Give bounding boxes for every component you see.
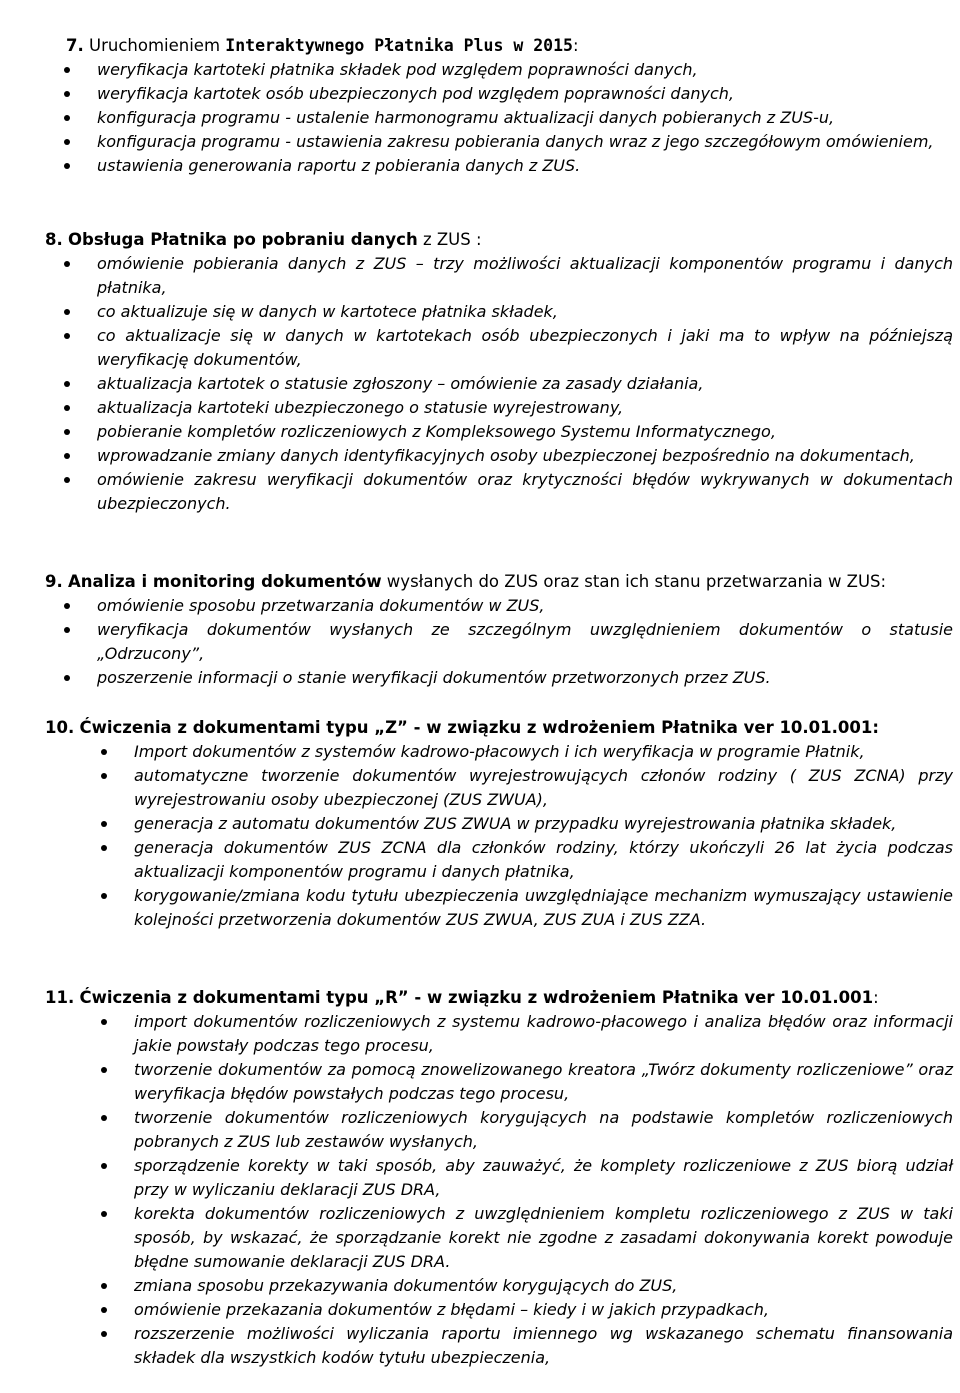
bullet-icon bbox=[64, 381, 70, 387]
bullet-icon bbox=[101, 749, 107, 755]
list-item: weryfikacja kartoteki płatnika składek pod względem poprawności danych, bbox=[97, 58, 953, 82]
bullet-icon bbox=[101, 1019, 107, 1025]
section-number: 7. bbox=[66, 36, 84, 55]
bullet-icon bbox=[101, 1283, 107, 1289]
list-item: Import dokumentów z systemów kadrowo-płacowych i ich weryfikacja w programie Płatnik, bbox=[134, 740, 953, 764]
bullet-icon bbox=[64, 627, 70, 633]
heading-bold: Ćwiczenia z dokumentami typu „Z” - w związku z wdrożeniem Płatnika ver 10.01.001: bbox=[79, 718, 879, 737]
bullet-icon bbox=[64, 429, 70, 435]
section-8-heading bbox=[45, 228, 482, 252]
list-item: generacja dokumentów ZUS ZCNA dla członków rodziny, którzy ukończyli 26 lat życia podczas aktualizacji komponentów programu i danych płatnika, bbox=[134, 836, 953, 884]
bullet-icon bbox=[101, 773, 107, 779]
list-item: co aktualizacje się w danych w kartotekach osób ubezpieczonych i jaki ma to wpływ na późniejszą weryfikację dokumentów, bbox=[97, 324, 953, 372]
section-number: 10. bbox=[45, 718, 75, 737]
bullet-icon bbox=[64, 603, 70, 609]
heading-bold: Obsługa Płatnika po pobraniu danych bbox=[68, 230, 418, 249]
bullet-icon bbox=[64, 139, 70, 145]
section-11-heading bbox=[45, 986, 879, 1010]
bullet-icon bbox=[64, 405, 70, 411]
bullet-icon bbox=[64, 261, 70, 267]
list-item: automatyczne tworzenie dokumentów wyrejestrowujących członów rodziny ( ZUS ZCNA) przy wyrejestrowaniu osoby ubezpieczonej (ZUS ZWUA), bbox=[134, 764, 953, 812]
list-item: omówienie przekazania dokumentów z błędami – kiedy i w jakich przypadkach, bbox=[134, 1298, 953, 1322]
heading-bold: Analiza i monitoring dokumentów bbox=[68, 572, 382, 591]
heading-pre: Uruchomieniem bbox=[89, 36, 226, 55]
bullet-icon bbox=[101, 893, 107, 899]
list-item: poszerzenie informacji o stanie weryfikacji dokumentów przetworzonych przez ZUS. bbox=[97, 666, 953, 690]
bullet-icon bbox=[101, 1331, 107, 1337]
section-9-heading bbox=[45, 570, 886, 594]
list-item: generacja z automatu dokumentów ZUS ZWUA w przypadku wyrejestrowania płatnika składek, bbox=[134, 812, 953, 836]
list-item: omówienie zakresu weryfikacji dokumentów oraz krytyczności błędów wykrywanych w dokumentach ubezpieczonych. bbox=[97, 468, 953, 516]
section-7-heading bbox=[66, 34, 579, 58]
section-10-heading bbox=[45, 716, 879, 740]
bullet-icon bbox=[64, 333, 70, 339]
list-item: tworzenie dokumentów za pomocą znowelizowanego kreatora „Twórz dokumenty rozliczeniowe” oraz weryfikacja błędów powstałych podczas tego procesu, bbox=[134, 1058, 953, 1106]
bullet-icon bbox=[101, 1211, 107, 1217]
list-item: omówienie pobierania danych z ZUS – trzy możliwości aktualizacji komponentów programu i danych płatnika, bbox=[97, 252, 953, 300]
section-11-list bbox=[134, 1010, 953, 1370]
section-number: 8. bbox=[45, 230, 63, 249]
section-8-list bbox=[97, 252, 953, 516]
list-item: ustawienia generowania raportu z pobierania danych z ZUS. bbox=[97, 154, 953, 178]
list-item: konfiguracja programu - ustalenie harmonogramu aktualizacji danych pobieranych z ZUS-u, bbox=[97, 106, 953, 130]
bullet-icon bbox=[64, 675, 70, 681]
bullet-icon bbox=[64, 67, 70, 73]
heading-post: wysłanych do ZUS oraz stan ich stanu przetwarzania w ZUS: bbox=[381, 572, 887, 591]
list-item: pobieranie kompletów rozliczeniowych z Kompleksowego Systemu Informatycznego, bbox=[97, 420, 953, 444]
list-item: tworzenie dokumentów rozliczeniowych korygujących na podstawie kompletów rozliczeniowych pobranych z ZUS lub zestawów wysłanych, bbox=[134, 1106, 953, 1154]
bullet-icon bbox=[64, 453, 70, 459]
list-item: import dokumentów rozliczeniowych z systemu kadrowo-płacowego i analiza błędów oraz informacji jakie powstały podczas tego procesu, bbox=[134, 1010, 953, 1058]
bullet-icon bbox=[101, 1307, 107, 1313]
section-7-list bbox=[97, 58, 953, 178]
heading-post: : bbox=[873, 988, 879, 1007]
list-item: korekta dokumentów rozliczeniowych z uwzględnieniem kompletu rozliczeniowego z ZUS w taki sposób, by wskazać, że sporządzanie korekt nie zgodne z zasadami dokonywania korekt powoduje błędne sumowanie deklaracji ZUS DRA. bbox=[134, 1202, 953, 1274]
heading-post: z ZUS : bbox=[417, 230, 482, 249]
bullet-icon bbox=[101, 821, 107, 827]
list-item: weryfikacja dokumentów wysłanych ze szczególnym uwzględnieniem dokumentów o statusie „Odrzucony”, bbox=[97, 618, 953, 666]
bullet-icon bbox=[64, 91, 70, 97]
list-item: co aktualizuje się w danych w kartotece płatnika składek, bbox=[97, 300, 953, 324]
section-number: 11. bbox=[45, 988, 75, 1007]
bullet-icon bbox=[101, 1115, 107, 1121]
list-item: konfiguracja programu - ustawienia zakresu pobierania danych wraz z jego szczegółowym omówieniem, bbox=[97, 130, 953, 154]
bullet-icon bbox=[64, 115, 70, 121]
section-9-list bbox=[97, 594, 953, 690]
list-item: weryfikacja kartotek osób ubezpieczonych pod względem poprawności danych, bbox=[97, 82, 953, 106]
list-item: aktualizacja kartoteki ubezpieczonego o statusie wyrejestrowany, bbox=[97, 396, 953, 420]
list-item: zmiana sposobu przekazywania dokumentów korygujących do ZUS, bbox=[134, 1274, 953, 1298]
bullet-icon bbox=[64, 163, 70, 169]
heading-bold: Interaktywnego Płatnika Plus w 2015 bbox=[225, 36, 573, 55]
list-item: korygowanie/zmiana kodu tytułu ubezpieczenia uwzględniające mechanizm wymuszający ustawienie kolejności przetworzenia dokumentów ZUS ZWUA, ZUS ZUA i ZUS ZZA. bbox=[134, 884, 953, 932]
list-item: rozszerzenie możliwości wyliczania raportu imiennego wg wskazanego schematu finansowania składek dla wszystkich kodów tytułu ubezpieczenia, bbox=[134, 1322, 953, 1370]
bullet-icon bbox=[101, 1163, 107, 1169]
list-item: omówienie sposobu przetwarzania dokumentów w ZUS, bbox=[97, 594, 953, 618]
heading-post: : bbox=[572, 36, 579, 55]
section-10-list bbox=[134, 740, 953, 932]
section-number: 9. bbox=[45, 572, 63, 591]
list-item: aktualizacja kartotek o statusie zgłoszony – omówienie za zasady działania, bbox=[97, 372, 953, 396]
list-item: sporządzenie korekty w taki sposób, aby zauważyć, że komplety rozliczeniowe z ZUS biorą udział przy w wyliczaniu deklaracji ZUS DRA, bbox=[134, 1154, 953, 1202]
bullet-icon bbox=[101, 845, 107, 851]
list-item: wprowadzanie zmiany danych identyfikacyjnych osoby ubezpieczonej bezpośrednio na dokumentach, bbox=[97, 444, 953, 468]
bullet-icon bbox=[64, 477, 70, 483]
heading-bold: Ćwiczenia z dokumentami typu „R” - w związku z wdrożeniem Płatnika ver 10.01.001 bbox=[79, 988, 874, 1007]
bullet-icon bbox=[101, 1067, 107, 1073]
bullet-icon bbox=[64, 309, 70, 315]
